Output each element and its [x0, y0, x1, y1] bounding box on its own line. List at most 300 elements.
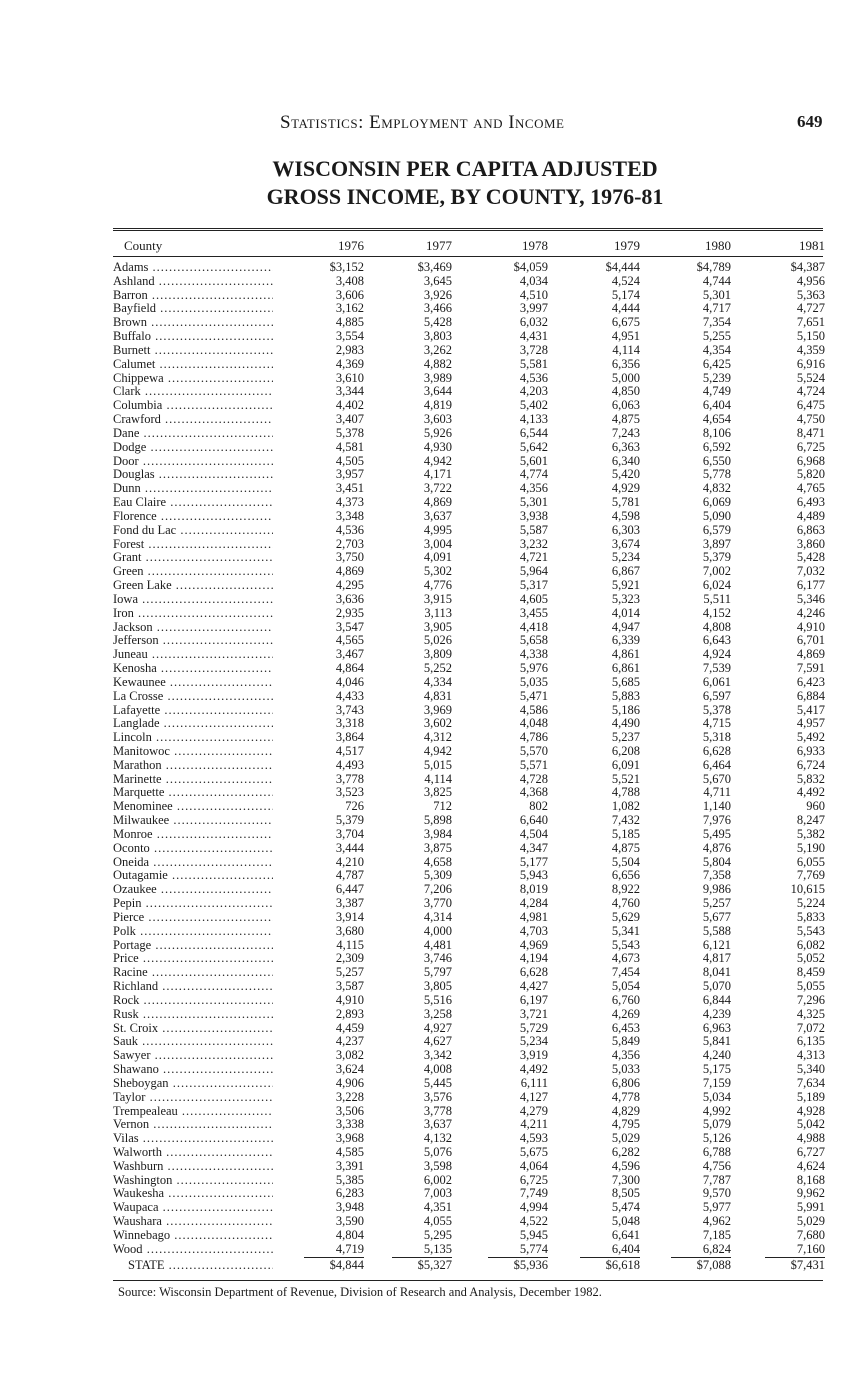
- column-header-1979: 1979: [614, 238, 640, 253]
- county-name: Dunn .....: [113, 482, 273, 496]
- value-1978: 802: [529, 799, 548, 814]
- table-row: [0, 551, 859, 565]
- value-1978: 3,728: [519, 342, 548, 357]
- value-1980: 4,992: [702, 1103, 731, 1118]
- value-1980: 6,788: [702, 1145, 731, 1159]
- table-header-rule: [113, 256, 823, 257]
- value-1977: 3,722: [423, 481, 452, 496]
- table-row: [0, 1243, 859, 1257]
- value-1978: 5,571: [519, 757, 548, 772]
- value-1976: 3,408: [335, 273, 364, 288]
- value-1976: 3,948: [335, 1200, 364, 1215]
- value-1981: 9,962: [796, 1186, 825, 1201]
- value-1977: 3,926: [423, 287, 452, 302]
- table-row: [0, 952, 859, 966]
- county-name: Bayfield .....: [113, 302, 273, 316]
- value-1976: 3,778: [335, 771, 364, 786]
- value-1976: 2,703: [335, 536, 364, 551]
- value-1981: 4,910: [796, 619, 825, 634]
- value-1976: 3,407: [335, 412, 364, 427]
- value-1981: 4,765: [796, 481, 825, 496]
- value-1978: 4,586: [519, 702, 548, 717]
- value-1978: 3,232: [519, 536, 548, 551]
- value-1978: 4,048: [519, 716, 548, 731]
- table-row: [0, 662, 859, 676]
- table-row: [0, 676, 859, 690]
- county-name: Washington .....: [113, 1174, 273, 1188]
- value-1979: 6,339: [611, 633, 640, 648]
- value-1980: 5,239: [702, 370, 731, 385]
- table-row: [0, 565, 859, 579]
- value-1977: 5,295: [423, 1227, 452, 1242]
- value-1979: 5,685: [611, 674, 640, 689]
- value-1978: 4,338: [519, 647, 548, 662]
- table-row: [0, 482, 859, 496]
- table-row: [0, 704, 859, 718]
- county-name: Waushara .....: [113, 1215, 273, 1229]
- value-1976: 2,309: [335, 951, 364, 966]
- value-1981: 5,055: [796, 979, 825, 994]
- table-row: [0, 994, 859, 1008]
- value-1980: 5,255: [702, 329, 731, 344]
- value-1977: 4,481: [423, 937, 452, 952]
- value-1981: 6,701: [796, 633, 825, 648]
- value-1976: 4,536: [335, 522, 364, 537]
- table-row: [0, 1105, 859, 1119]
- value-1976: 4,433: [335, 688, 364, 703]
- value-1977: 5,076: [423, 1145, 452, 1159]
- value-1980: 5,511: [703, 591, 731, 606]
- value-1979: 6,675: [611, 315, 640, 330]
- value-1977: 3,770: [423, 896, 452, 911]
- value-1981: 4,727: [796, 301, 825, 316]
- value-1979: 5,883: [611, 688, 640, 703]
- value-1980: 7,539: [702, 661, 731, 676]
- table-row: [0, 911, 859, 925]
- value-1976: 4,210: [335, 854, 364, 869]
- value-1980: 6,643: [702, 633, 731, 648]
- value-1981: 6,135: [796, 1034, 825, 1049]
- value-1979: 5,521: [611, 771, 640, 786]
- value-1978: 8,019: [519, 882, 548, 897]
- value-1981: 6,725: [796, 439, 825, 454]
- table-row: [0, 344, 859, 358]
- value-1976: 4,046: [335, 674, 364, 689]
- value-1979: 4,673: [611, 951, 640, 966]
- table-row: [0, 385, 859, 399]
- value-1978: 5,642: [519, 439, 548, 454]
- county-name: Walworth .....: [113, 1146, 273, 1160]
- value-1978: 4,522: [519, 1214, 548, 1229]
- county-name: Racine .....: [113, 966, 273, 980]
- value-1980: 5,977: [702, 1200, 731, 1215]
- value-1976: 5,378: [335, 425, 364, 440]
- value-1978: 4,203: [519, 384, 548, 399]
- value-1976: 4,581: [335, 439, 364, 454]
- value-1977: 3,598: [423, 1158, 452, 1173]
- value-1980: 6,824: [671, 1243, 731, 1258]
- county-name: Marathon .....: [113, 759, 273, 773]
- county-name: Rusk .....: [113, 1008, 273, 1022]
- value-1980: 4,239: [702, 1006, 731, 1021]
- table-row: [0, 690, 859, 704]
- value-1979: 6,453: [611, 1020, 640, 1035]
- table-row: [0, 856, 859, 870]
- value-1981: 10,615: [790, 882, 825, 897]
- county-name: Pepin .....: [113, 897, 273, 911]
- value-1979: 6,806: [611, 1075, 640, 1090]
- value-1977: 3,637: [423, 1117, 452, 1132]
- county-name: Trempealeau .....: [113, 1105, 273, 1119]
- table-title-line-2: GROSS INCOME, BY COUNTY, 1976-81: [266, 184, 664, 209]
- table-row: [0, 441, 859, 455]
- value-1980: 5,079: [702, 1117, 731, 1132]
- value-1978: 5,581: [519, 356, 548, 371]
- value-1979: 6,063: [611, 398, 640, 413]
- table-row: [0, 1201, 859, 1215]
- value-1977: 4,627: [423, 1034, 452, 1049]
- value-1976: 3,636: [335, 591, 364, 606]
- value-1976: 4,885: [335, 315, 364, 330]
- value-1979: 5,629: [611, 909, 640, 924]
- value-1977: 3,258: [423, 1006, 452, 1021]
- value-1978: 6,032: [519, 315, 548, 330]
- county-name: Sawyer .....: [113, 1049, 273, 1063]
- value-1976: 5,385: [335, 1172, 364, 1187]
- value-1978: 3,997: [519, 301, 548, 316]
- value-1977: 4,831: [423, 688, 452, 703]
- value-1978: 5,675: [519, 1145, 548, 1159]
- table-row: [0, 316, 859, 330]
- value-1979: 6,303: [611, 522, 640, 537]
- value-1978: 4,728: [519, 771, 548, 786]
- value-1977: 3,805: [423, 979, 452, 994]
- value-1979: 4,524: [611, 273, 640, 288]
- county-name: Vilas .....: [113, 1132, 273, 1146]
- value-1979: 4,760: [611, 896, 640, 911]
- value-1978: 4,431: [519, 329, 548, 344]
- value-1981: 5,346: [796, 591, 825, 606]
- value-1980: 4,354: [702, 342, 731, 357]
- county-name: Fond du Lac .....: [113, 524, 273, 538]
- table-row: [0, 1091, 859, 1105]
- table-row: [0, 1229, 859, 1243]
- value-1979: 6,091: [611, 757, 640, 772]
- value-1978: 3,455: [519, 605, 548, 620]
- value-1976: 3,338: [335, 1117, 364, 1132]
- value-1981: 5,052: [796, 951, 825, 966]
- value-1979: 4,875: [611, 412, 640, 427]
- value-1981: 4,750: [796, 412, 825, 427]
- value-1978: 5,035: [519, 674, 548, 689]
- value-1979: 4,829: [611, 1103, 640, 1118]
- value-1977: 3,466: [423, 301, 452, 316]
- county-name: Columbia .....: [113, 399, 273, 413]
- value-1981: 6,082: [796, 937, 825, 952]
- value-1981: 8,459: [796, 965, 825, 980]
- table-row: [0, 800, 859, 814]
- value-1981: 5,833: [796, 909, 825, 924]
- value-1981: 6,724: [796, 757, 825, 772]
- value-1979: 5,237: [611, 730, 640, 745]
- value-1977: 4,995: [423, 522, 452, 537]
- value-1978: 5,317: [519, 578, 548, 593]
- value-1977: 3,915: [423, 591, 452, 606]
- county-name: Green Lake .....: [113, 579, 273, 593]
- value-1977: 5,309: [423, 868, 452, 883]
- table-row: [0, 1008, 859, 1022]
- value-1977: 3,984: [423, 826, 452, 841]
- county-name: Grant .....: [113, 551, 273, 565]
- value-1977: 3,603: [423, 412, 452, 427]
- value-1981: 5,042: [796, 1117, 825, 1132]
- value-1981: 5,340: [796, 1062, 825, 1077]
- value-1981: 6,884: [796, 688, 825, 703]
- value-1978: 4,593: [519, 1131, 548, 1146]
- table-row: [0, 372, 859, 386]
- county-name: Manitowoc .....: [113, 745, 273, 759]
- value-1980: 5,301: [702, 287, 731, 302]
- value-1980: 4,749: [702, 384, 731, 399]
- value-1976: 4,517: [335, 743, 364, 758]
- value-1976: 4,237: [335, 1034, 364, 1049]
- value-1979: 5,000: [611, 370, 640, 385]
- table-row: [0, 510, 859, 524]
- value-1977: 4,927: [423, 1020, 452, 1035]
- value-1976: 3,864: [335, 730, 364, 745]
- value-1978: 4,504: [519, 826, 548, 841]
- value-1980: 5,677: [702, 909, 731, 924]
- value-1981: 6,177: [796, 578, 825, 593]
- table-title: [0, 155, 859, 211]
- value-1978: 4,786: [519, 730, 548, 745]
- table-row: [0, 1160, 859, 1174]
- county-name: Outagamie .....: [113, 869, 273, 883]
- table-row: [0, 455, 859, 469]
- value-1981: 6,423: [796, 674, 825, 689]
- county-name: Green .....: [113, 565, 273, 579]
- table-row: [0, 1174, 859, 1188]
- value-1978: 5,234: [519, 1034, 548, 1049]
- county-name: Lincoln .....: [113, 731, 273, 745]
- county-name: Brown .....: [113, 316, 273, 330]
- table-row: [0, 1118, 859, 1132]
- value-1978: 5,177: [519, 854, 548, 869]
- county-name: Oneida .....: [113, 856, 273, 870]
- value-1977: 4,055: [423, 1214, 452, 1229]
- county-name: Sheboygan .....: [113, 1077, 273, 1091]
- value-1976: 3,704: [335, 826, 364, 841]
- table-row: [0, 759, 859, 773]
- value-1979: 7,300: [611, 1172, 640, 1187]
- value-1977: 4,942: [423, 743, 452, 758]
- county-name: Jackson .....: [113, 621, 273, 635]
- value-1978: 4,133: [519, 412, 548, 427]
- county-name: Ozaukee .....: [113, 883, 273, 897]
- value-1977: 3,644: [423, 384, 452, 399]
- value-1981: 6,727: [796, 1145, 825, 1159]
- table-title-line-1: WISCONSIN PER CAPITA ADJUSTED: [272, 156, 658, 181]
- value-1976: 3,228: [335, 1089, 364, 1104]
- county-name: Marquette .....: [113, 786, 273, 800]
- value-1980: 8,041: [702, 965, 731, 980]
- value-1978: 5,945: [519, 1227, 548, 1242]
- value-1981: 4,957: [796, 716, 825, 731]
- table-row: [0, 842, 859, 856]
- table-row: [0, 538, 859, 552]
- county-name: Buffalo .....: [113, 330, 273, 344]
- value-1977: 3,746: [423, 951, 452, 966]
- value-1981: 5,189: [796, 1089, 825, 1104]
- value-1977: 4,312: [423, 730, 452, 745]
- value-1979: 5,048: [611, 1214, 640, 1229]
- value-1980: 6,592: [702, 439, 731, 454]
- value-1977: 3,905: [423, 619, 452, 634]
- value-1977: 7,003: [423, 1186, 452, 1201]
- column-header-1977: 1977: [426, 238, 452, 253]
- value-1979: 4,778: [611, 1089, 640, 1104]
- county-name: Winnebago .....: [113, 1229, 273, 1243]
- county-name: Florence .....: [113, 510, 273, 524]
- value-1978: 4,492: [519, 1062, 548, 1077]
- value-1976: 3,444: [335, 840, 364, 855]
- county-name: Waukesha .....: [113, 1187, 273, 1201]
- county-name: Oconto .....: [113, 842, 273, 856]
- value-1977: 5,926: [423, 425, 452, 440]
- value-1979: 5,234: [611, 550, 640, 565]
- value-1981: 4,359: [796, 342, 825, 357]
- table-row: [0, 814, 859, 828]
- value-1980: 5,804: [702, 854, 731, 869]
- value-1980: 7,976: [702, 813, 731, 828]
- value-1977: 4,351: [423, 1200, 452, 1215]
- value-1976: 3,587: [335, 979, 364, 994]
- value-1981: 4,246: [796, 605, 825, 620]
- table-row: [0, 966, 859, 980]
- value-1976: 4,369: [335, 356, 364, 371]
- value-1980: 7,185: [702, 1227, 731, 1242]
- value-1979: 6,356: [611, 356, 640, 371]
- value-1976: 726: [345, 799, 364, 814]
- value-1977: 3,637: [423, 508, 452, 523]
- value-1977: 5,516: [423, 992, 452, 1007]
- table-header: [0, 238, 859, 256]
- value-1979: 4,444: [611, 301, 640, 316]
- value-1980: 5,175: [702, 1062, 731, 1077]
- value-1981: 4,869: [796, 647, 825, 662]
- value-1976: 4,505: [335, 453, 364, 468]
- value-1977: 3,602: [423, 716, 452, 731]
- value-1981: 8,168: [796, 1172, 825, 1187]
- table-row: [0, 773, 859, 787]
- value-1976: 6,283: [335, 1186, 364, 1201]
- value-1978: 5,570: [519, 743, 548, 758]
- county-name: Dodge .....: [113, 441, 273, 455]
- value-1980: 5,378: [702, 702, 731, 717]
- value-1977: 5,135: [392, 1243, 452, 1258]
- value-1981: 5,417: [796, 702, 825, 717]
- value-1981: 6,055: [796, 854, 825, 869]
- value-1979: 4,795: [611, 1117, 640, 1132]
- value-1977: 4,658: [423, 854, 452, 869]
- value-1977: $3,469: [417, 260, 452, 274]
- table-row: [0, 925, 859, 939]
- value-1978: 4,969: [519, 937, 548, 952]
- value-1976: 3,387: [335, 896, 364, 911]
- value-1981: 5,029: [796, 1214, 825, 1229]
- table-row: [0, 579, 859, 593]
- column-header-1981: 1981: [799, 238, 825, 253]
- value-1980: 4,654: [702, 412, 731, 427]
- value-1979: 6,363: [611, 439, 640, 454]
- value-1977: 4,114: [424, 771, 452, 786]
- value-1980: 6,844: [702, 992, 731, 1007]
- value-1977: 5,302: [423, 564, 452, 579]
- value-1977: 4,008: [423, 1062, 452, 1077]
- table-row: [0, 468, 859, 482]
- value-1978: 4,994: [519, 1200, 548, 1215]
- column-header-1980: 1980: [705, 238, 731, 253]
- county-name: La Crosse .....: [113, 690, 273, 704]
- value-1977: 3,004: [423, 536, 452, 551]
- county-name: Monroe .....: [113, 828, 273, 842]
- value-1976: 4,585: [335, 1145, 364, 1159]
- table-row: [0, 897, 859, 911]
- value-1980: 4,715: [702, 716, 731, 731]
- value-1980: 5,841: [702, 1034, 731, 1049]
- value-1981: 4,928: [796, 1103, 825, 1118]
- value-1981: 5,224: [796, 896, 825, 911]
- value-1979: 6,404: [580, 1243, 640, 1258]
- value-1981: 4,489: [796, 508, 825, 523]
- value-1981: 6,863: [796, 522, 825, 537]
- value-1980: 5,495: [702, 826, 731, 841]
- county-name: Iowa .....: [113, 593, 273, 607]
- value-1976: 3,451: [335, 481, 364, 496]
- value-1976: 4,787: [335, 868, 364, 883]
- table-top-rule: [113, 228, 823, 234]
- value-1981: 4,325: [796, 1006, 825, 1021]
- value-1979: 6,641: [611, 1227, 640, 1242]
- value-1979: 4,598: [611, 508, 640, 523]
- value-1978: 6,640: [519, 813, 548, 828]
- table-row: [0, 330, 859, 344]
- table-row: [0, 1022, 859, 1036]
- value-1977: 4,000: [423, 923, 452, 938]
- value-1979: 8,922: [611, 882, 640, 897]
- table-row: [0, 413, 859, 427]
- value-1976: 4,565: [335, 633, 364, 648]
- table-row: [0, 745, 859, 759]
- county-name: Douglas .....: [113, 468, 273, 482]
- value-1978: $4,059: [513, 260, 548, 274]
- value-1977: 3,645: [423, 273, 452, 288]
- value-1978: 4,347: [519, 840, 548, 855]
- value-1978: 4,279: [519, 1103, 548, 1118]
- value-1981: 5,832: [796, 771, 825, 786]
- value-1979: 1,082: [611, 799, 640, 814]
- value-1979: 5,921: [611, 578, 640, 593]
- county-name: Price .....: [113, 952, 273, 966]
- value-1979: 6,656: [611, 868, 640, 883]
- county-name: Barron .....: [113, 289, 273, 303]
- county-name: Eau Claire .....: [113, 496, 273, 510]
- value-1981: 4,988: [796, 1131, 825, 1146]
- table-row: [0, 358, 859, 372]
- value-1980: 4,756: [702, 1158, 731, 1173]
- table-row: [0, 717, 859, 731]
- value-1977: 4,930: [423, 439, 452, 454]
